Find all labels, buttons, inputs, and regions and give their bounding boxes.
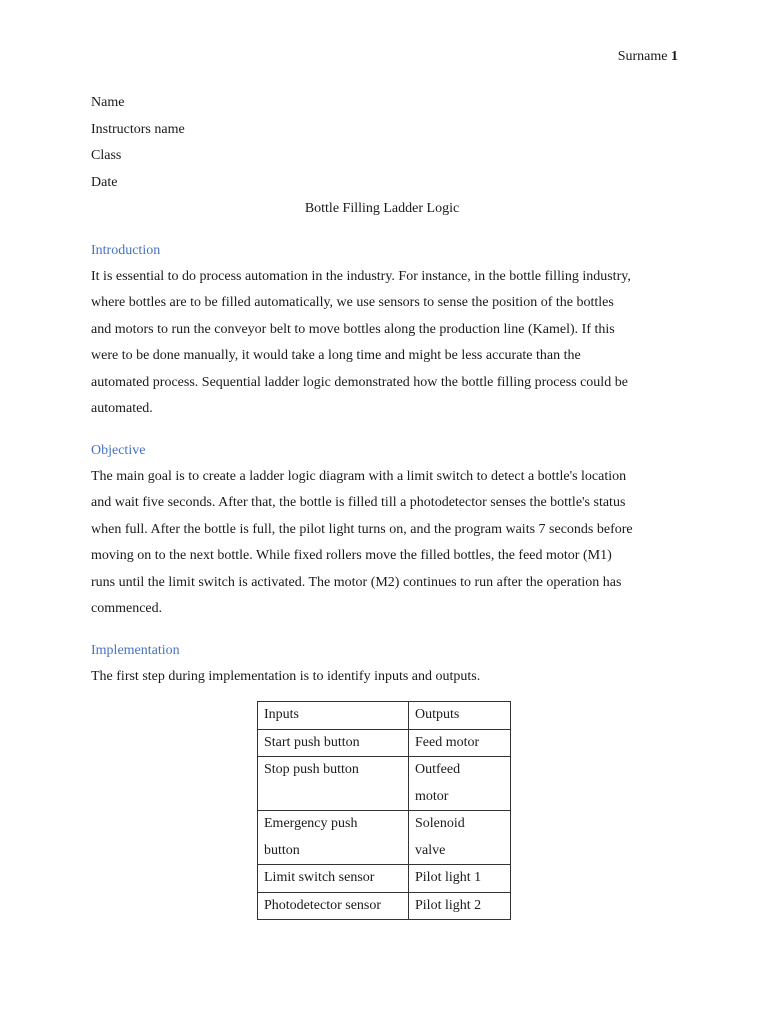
cell-line: motor xyxy=(415,788,449,804)
paragraph-line: where bottles are to be filled automatically, we use sensors to sense the position of the bottles xyxy=(91,295,614,310)
cell-line: Solenoid xyxy=(415,816,465,831)
table-cell xyxy=(409,729,511,757)
paragraph-line: and wait five seconds. After that, the bottle is filled till a photodetector senses the bottle's status xyxy=(91,495,626,510)
table-cell xyxy=(409,757,511,811)
table-row xyxy=(258,865,511,893)
table-header-row xyxy=(258,702,511,730)
paragraph-line: The main goal is to create a ladder logic diagram with a limit switch to detect a bottle's location xyxy=(91,468,627,484)
paragraph-line: were to be done manually, it would take a long time and might be less accurate than the xyxy=(91,348,581,363)
page-number: 1 xyxy=(671,49,678,64)
header-surname: Surname xyxy=(617,49,668,64)
table-cell xyxy=(258,892,409,920)
table-cell xyxy=(258,757,409,811)
paragraph-line: automated process. Sequential ladder logic demonstrated how the bottle filling process could be xyxy=(91,374,628,390)
info-date: Date xyxy=(91,174,118,190)
paragraph-line: when full. After the bottle is full, the pilot light turns on, and the program waits 7 seconds before xyxy=(91,521,633,537)
paragraph-line: It is essential to do process automation in the industry. For instance, in the bottle filling industry, xyxy=(91,268,631,284)
info-instructor: Instructors name xyxy=(91,121,185,137)
cell-line: Pilot light 1 xyxy=(415,870,482,885)
cell-line: button xyxy=(264,842,300,858)
table-cell xyxy=(409,892,511,920)
page-header xyxy=(618,47,678,67)
paragraph-line: The first step during implementation is to identify inputs and outputs. xyxy=(91,668,481,684)
cell-line: Pilot light 2 xyxy=(415,897,482,913)
inputs-outputs-table xyxy=(257,701,511,920)
table-row xyxy=(258,811,511,865)
table-header-cell: Outputs xyxy=(409,702,511,730)
cell-line: Limit switch sensor xyxy=(264,870,375,885)
cell-line: Photodetector sensor xyxy=(264,897,382,913)
info-class: Class xyxy=(91,148,122,163)
table-cell xyxy=(409,865,511,893)
cell-line: Stop push button xyxy=(264,762,359,777)
introduction-paragraph xyxy=(91,264,683,423)
paragraph-line: commenced. xyxy=(91,601,163,616)
cell-line: valve xyxy=(415,842,446,858)
paragraph-line: moving on to the next bottle. While fixed rollers move the filled bottles, the feed motor (M1) xyxy=(91,548,612,563)
section-heading-objective: Objective xyxy=(91,442,146,458)
student-info xyxy=(91,90,683,196)
cell-line: Feed motor xyxy=(415,734,480,750)
table-cell xyxy=(258,729,409,757)
paragraph-line: and motors to run the conveyor belt to move bottles along the production line (Kamel). If this xyxy=(91,321,615,337)
table-header-cell: Inputs xyxy=(258,702,409,730)
document-title: Bottle Filling Ladder Logic xyxy=(304,201,460,216)
table-cell xyxy=(409,811,511,865)
table-cell xyxy=(258,811,409,865)
paragraph-line: runs until the limit switch is activated. The motor (M2) continues to run after the operation has xyxy=(91,574,622,590)
implementation-paragraph xyxy=(91,664,683,691)
table-row xyxy=(258,892,511,920)
cell-line: Emergency push xyxy=(264,816,358,831)
section-heading-introduction: Introduction xyxy=(91,242,161,258)
cell-line: Outfeed xyxy=(415,762,461,777)
info-name: Name xyxy=(91,95,125,110)
cell-line: Start push button xyxy=(264,734,360,750)
objective-paragraph xyxy=(91,464,683,623)
document-body xyxy=(91,90,683,690)
section-heading-implementation: Implementation xyxy=(91,642,180,658)
paragraph-line: automated. xyxy=(91,401,153,416)
table-row xyxy=(258,729,511,757)
table-cell xyxy=(258,865,409,893)
table-row xyxy=(258,757,511,811)
